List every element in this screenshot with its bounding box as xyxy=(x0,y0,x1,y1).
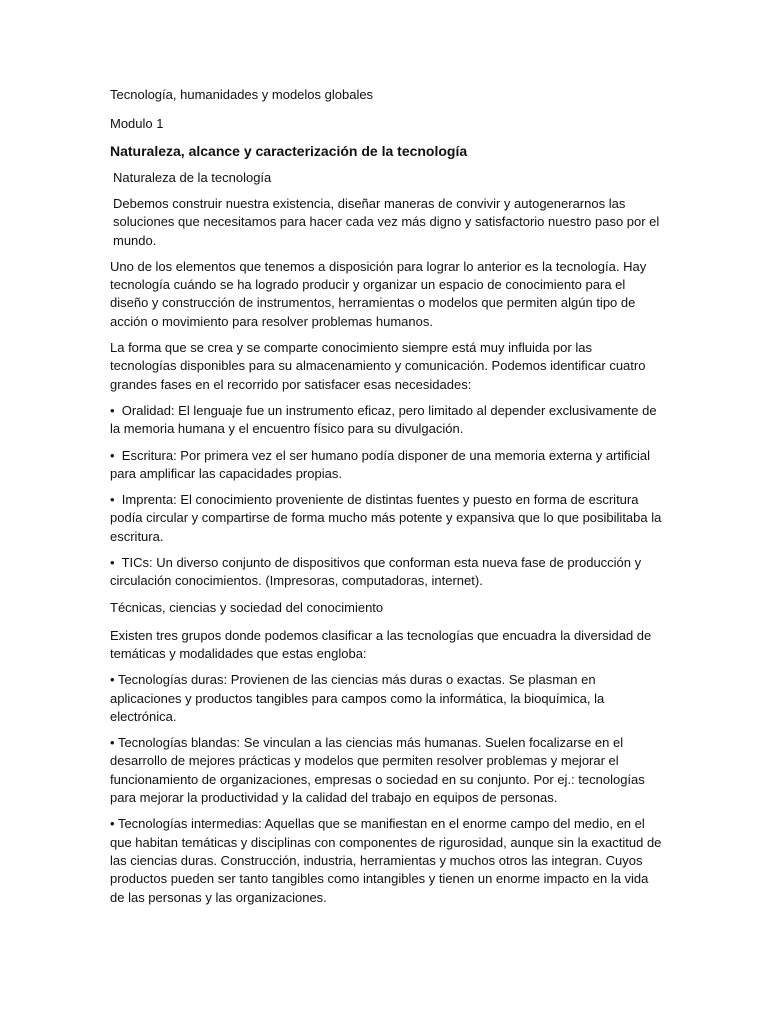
list-item-phase xyxy=(110,491,662,546)
section-title-tecnicas: Técnicas, ciencias y sociedad del conocimiento xyxy=(110,599,384,615)
list-item-phase xyxy=(110,554,662,591)
module-label: Modulo 1 xyxy=(110,116,164,131)
section-title-naturaleza: Naturaleza de la tecnología xyxy=(113,170,272,185)
list-item-text: Tecnologías duras: Provienen de las ciencias más duras o exactas. Se plasman en aplicaciones y productos tangibles para campos como la informática, la bioquímica, la electrónica. xyxy=(110,672,605,724)
list-item-text: TICs: Un diverso conjunto de dispositivos que conforman esta nueva fase de producción y circulación conocimientos. (Impresoras, computadoras, internet). xyxy=(110,555,642,589)
list-item-text: Oralidad: El lenguaje fue un instrumento eficaz, pero limitado al depender exclusivamente de la memoria humana y el encuentro físico para su divulgación. xyxy=(110,402,657,437)
list-item-phase xyxy=(110,447,662,484)
bullet-mark: • xyxy=(110,402,115,418)
bullet-mark: • xyxy=(110,816,115,832)
list-item-phase xyxy=(110,402,662,439)
paragraph: La forma que se crea y se comparte conocimiento siempre está muy influida por las tecnologías disponibles para su almacenamiento y comunicación. Podemos identificar cuatro grandes fases en el recorrido por satisfacer esas necesidades: xyxy=(110,340,646,392)
list-item-group xyxy=(110,671,662,726)
paragraph: Existen tres grupos donde podemos clasificar a las tecnologías que encuadra la diversidad de temáticas y modalidades que estas engloba: xyxy=(110,627,652,661)
list-item-text: Tecnologías blandas: Se vinculan a las ciencias más humanas. Suelen focalizarse en el desarrollo de mejores prácticas y modelos que permiten resolver problemas y mejorar el funcionamiento de organizaciones, empresas o sociedad en su conjunto. Por ej.: tecnologías para mejorar la productividad y la calidad del trabajo en equipos de personas. xyxy=(110,735,645,806)
list-item-group xyxy=(110,815,662,906)
list-item-text: Imprenta: El conocimiento proveniente de distintas fuentes y puesto en forma de escritura podía circular y compartirse de forma mucho más potente y expansiva que lo que posibilitaba la escritura. xyxy=(110,492,662,544)
list-item-text: Tecnologías intermedias: Aquellas que se manifiestan en el enorme campo del medio, en el que habitan temáticas y disciplinas con componentes de rigurosidad, aunque sin la exactitud de las ciencias duras. Construcción, industria, herramientas y muchos otros las integran. Cuyos productos pueden ser tanto tangibles como intangibles y tienen un enorme impacto en la vida de las personas y las organizaciones. xyxy=(110,816,662,905)
list-item-group xyxy=(110,734,662,807)
list-item-text: Escritura: Por primera vez el ser humano podía disponer de una memoria externa y artificial para amplificar las capacidades propias. xyxy=(110,447,650,481)
paragraph: Uno de los elementos que tenemos a disposición para lograr lo anterior es la tecnología. Hay tecnología cuándo se ha logrado producir y organizar un espacio de conocimiento para el diseño y construcción de instrumentos, herramientas o modelos que permiten algún tipo de acción o movimiento para resolver problemas humanos. xyxy=(110,258,647,329)
bullet-mark: • xyxy=(110,492,115,508)
bullet-mark: • xyxy=(110,555,115,571)
paragraph: Debemos construir nuestra existencia, diseñar maneras de convivir y autogenerarnos las soluciones que necesitamos para hacer cada vez más digno y satisfactorio nuestro paso por el mundo. xyxy=(113,196,660,248)
bullet-mark: • xyxy=(110,672,115,688)
bullet-mark: • xyxy=(110,447,115,463)
course-title: Tecnología, humanidades y modelos globales xyxy=(110,87,374,102)
page-heading: Naturaleza, alcance y caracterización de la tecnología xyxy=(110,143,468,159)
bullet-mark: • xyxy=(110,735,115,751)
